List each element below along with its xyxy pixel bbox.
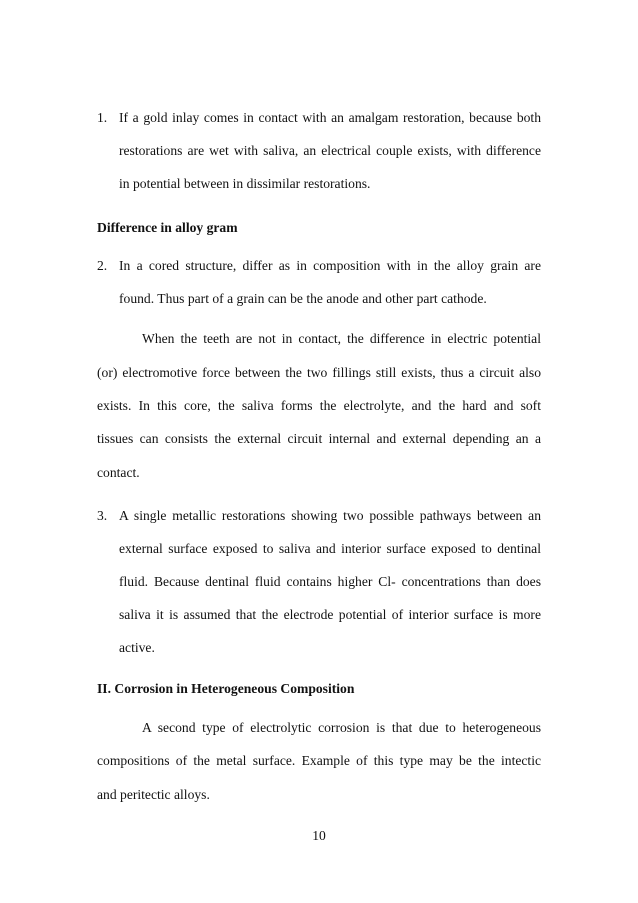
paragraph-teeth-line-1: When the teeth are not in contact, the difference in electric potential — [142, 331, 541, 346]
paragraph-second-type-line-3: and peritectic alloys. — [97, 787, 210, 802]
heading-alloy-gram: Difference in alloy gram — [97, 220, 238, 235]
item-1-line-2: restorations are wet with saliva, an electrical couple exists, with difference — [119, 143, 541, 158]
item-1-line-1: If a gold inlay comes in contact with an amalgam restoration, because both — [119, 110, 541, 125]
item-3-line-2: external surface exposed to saliva and interior surface exposed to dentinal — [119, 541, 541, 556]
item-3-line-5: active. — [119, 640, 155, 655]
list-number-1: 1. — [97, 110, 108, 125]
paragraph-second-type-line-2: compositions of the metal surface. Example of this type may be the intectic — [97, 753, 541, 768]
item-3-line-4: saliva it is assumed that the electrode potential of interior surface is more — [119, 607, 541, 622]
paragraph-teeth-line-4: tissues can consists the external circuit internal and external depending an a — [97, 431, 541, 446]
heading-heterogeneous-composition: II. Corrosion in Heterogeneous Composition — [97, 681, 355, 696]
page-number: 10 — [312, 828, 326, 843]
item-2-line-1: In a cored structure, differ as in composition with in the alloy grain are — [119, 258, 541, 273]
list-number-2: 2. — [97, 258, 108, 273]
paragraph-second-type-line-1: A second type of electrolytic corrosion is that due to heterogeneous — [142, 720, 541, 735]
item-3-line-1: A single metallic restorations showing two possible pathways between an — [119, 508, 541, 523]
item-3-line-3: fluid. Because dentinal fluid contains higher Cl- concentrations than does — [119, 574, 541, 589]
item-1-line-3: in potential between in dissimilar restorations. — [119, 176, 371, 191]
item-2-line-2: found. Thus part of a grain can be the anode and other part cathode. — [119, 291, 487, 306]
paragraph-teeth-line-5: contact. — [97, 465, 140, 480]
list-number-3: 3. — [97, 508, 108, 523]
paragraph-teeth-line-3: exists. In this core, the saliva forms the electrolyte, and the hard and soft — [97, 398, 541, 413]
paragraph-teeth-line-2: (or) electromotive force between the two fillings still exists, thus a circuit also — [97, 365, 541, 380]
